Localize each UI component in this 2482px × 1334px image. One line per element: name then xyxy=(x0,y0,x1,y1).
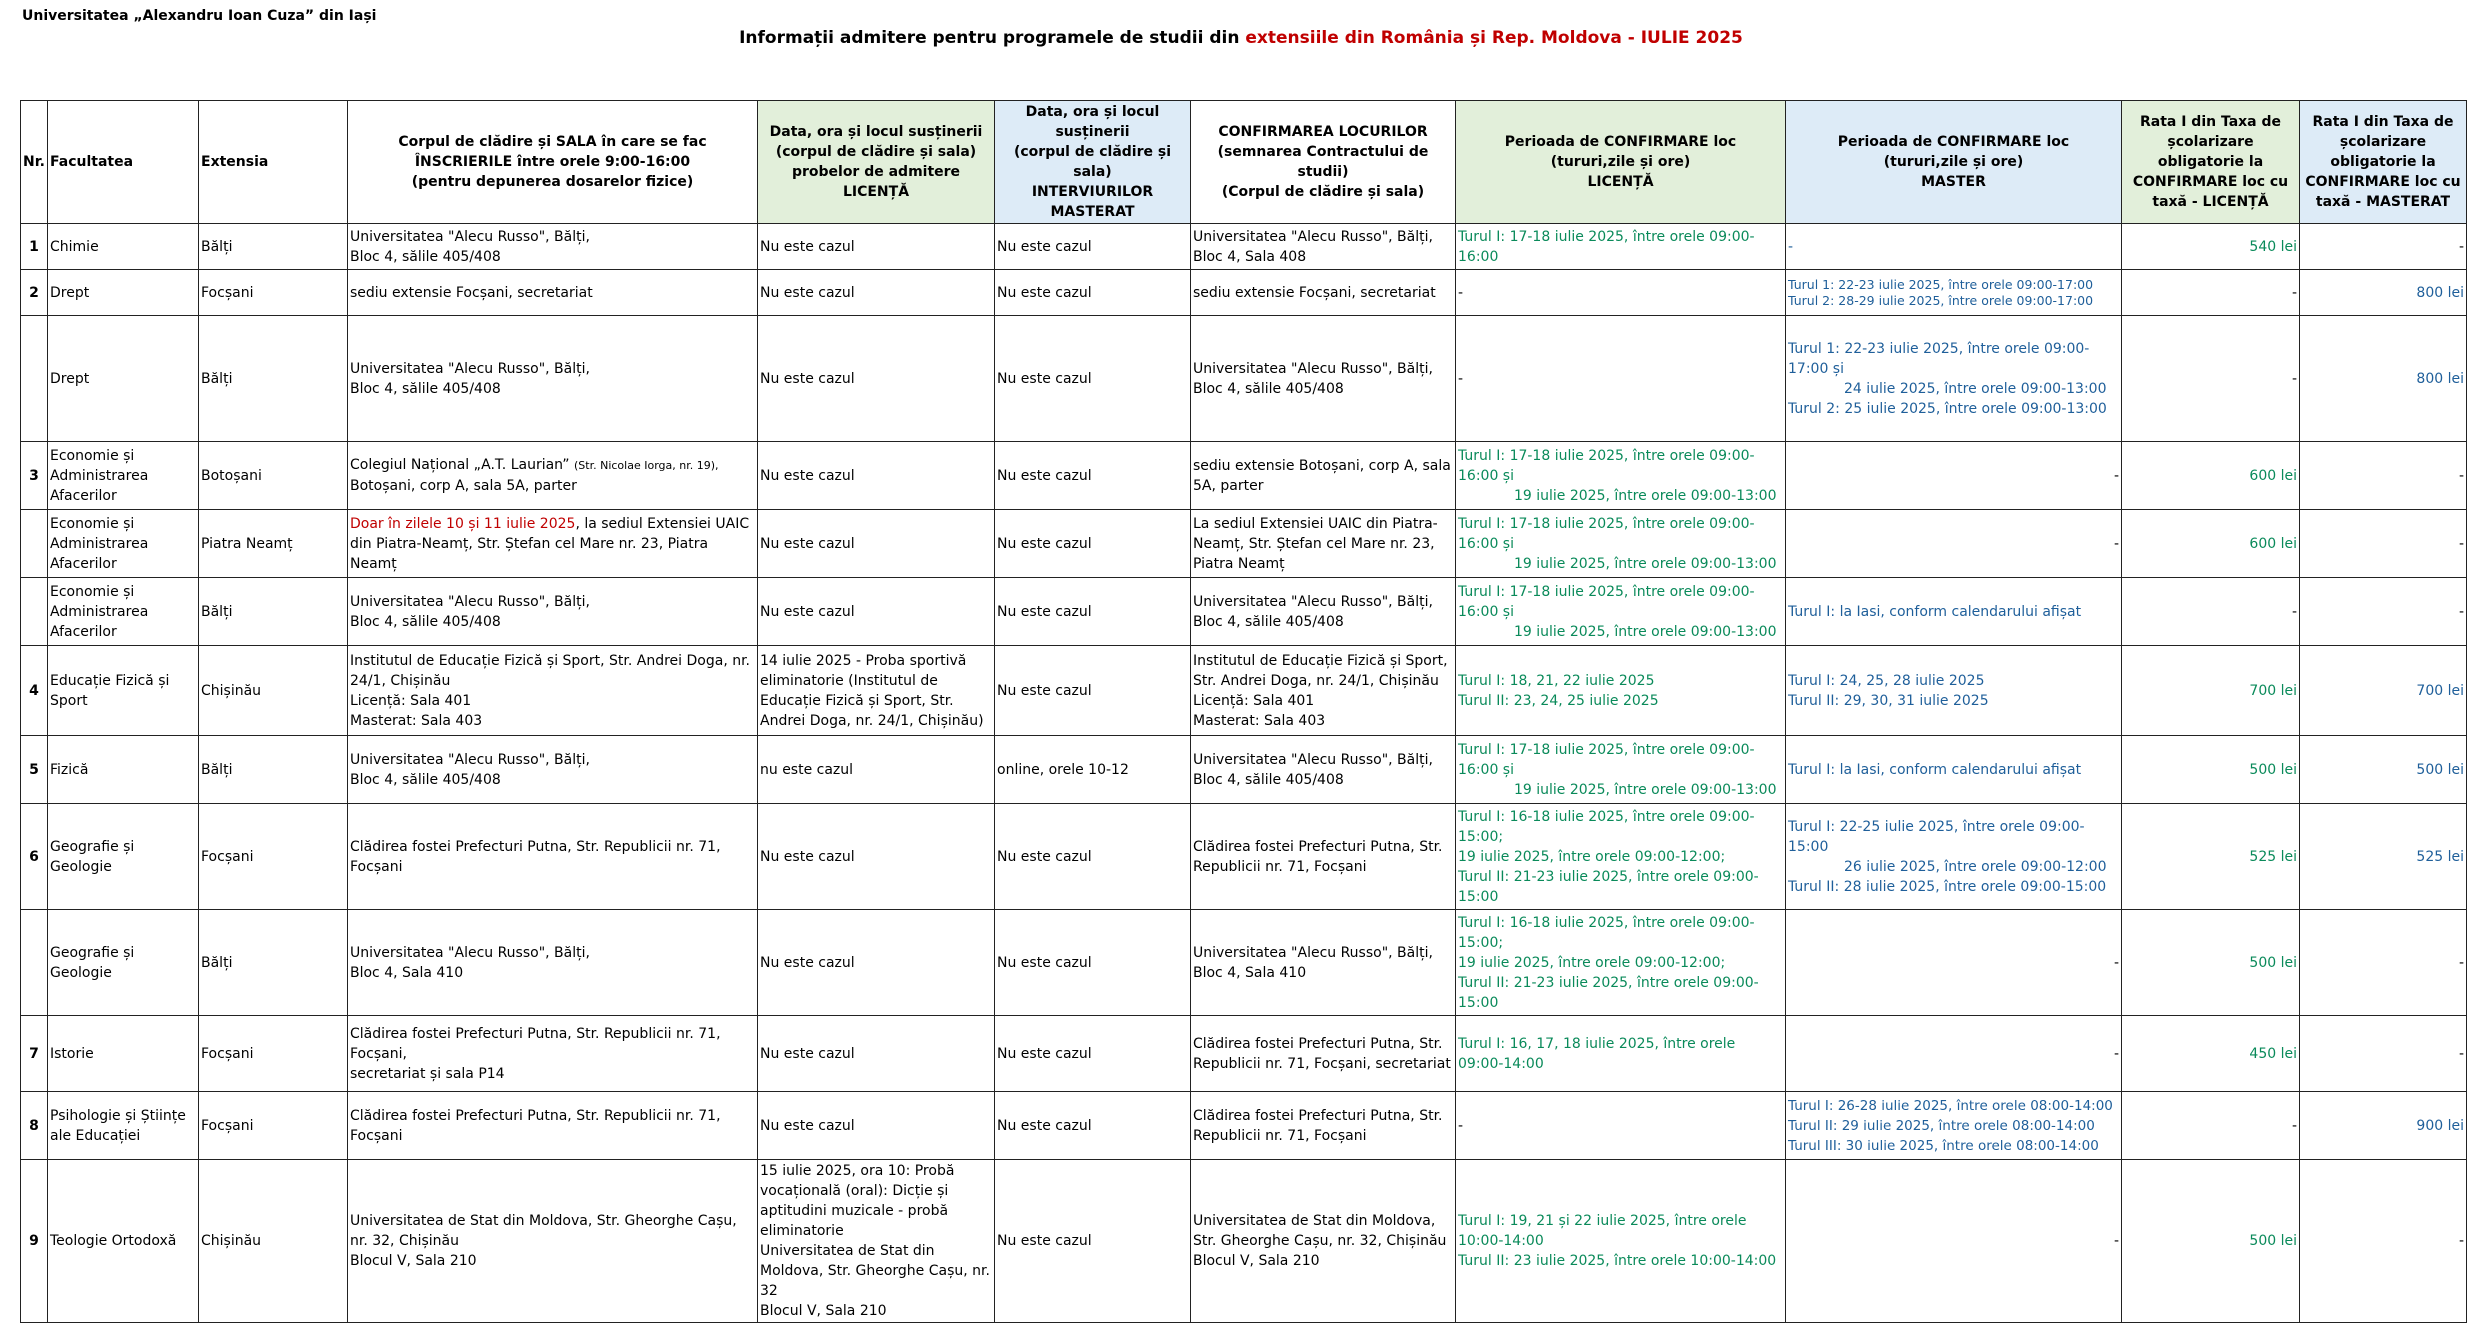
table-row xyxy=(21,510,2467,578)
cell-perioada-licenta: Turul I: 16, 17, 18 iulie 2025, între orele 09:00-14:00 xyxy=(1456,1016,1786,1092)
cell-nr xyxy=(21,578,48,646)
text-line: Turul III: 30 iulie 2025, între orele 08:00-14:00 xyxy=(1788,1137,2099,1154)
text-line: Turul I: 24, 25, 28 iulie 2025 xyxy=(1788,672,1985,689)
text-line: Turul 1: 22-23 iulie 2025, între orele 09:00-17:00 xyxy=(1788,276,2094,292)
text-line: Institutul de Educație Fizică și Sport, Str. Andrei Doga, nr. 24/1, Chișinău xyxy=(1193,652,1448,689)
cell-data-licenta: nu este cazul xyxy=(758,736,995,804)
cell-perioada-licenta xyxy=(1456,442,1786,510)
text-line: 19 iulie 2025, între orele 09:00-13:00 xyxy=(1514,623,1777,640)
cell-data-licenta: Nu este cazul xyxy=(758,270,995,316)
text-line: Turul I: 19, 21 și 22 iulie 2025, între orele 10:00-14:00 xyxy=(1458,1213,1747,1249)
text-line: Universitatea "Alecu Russo", Bălți, xyxy=(350,360,590,377)
col-data-masterat-l2: (corpul de clădire și sala) xyxy=(1013,144,1172,180)
text-line: Turul II: 23 iulie 2025, între orele 10:00-14:00 xyxy=(1458,1253,1777,1269)
cell-data-masterat: Nu este cazul xyxy=(995,910,1191,1016)
cell-rata-licenta: - xyxy=(2122,1092,2300,1160)
cell-facultatea: Geografie și Geologie xyxy=(48,804,199,910)
cell-rata-licenta: 525 lei xyxy=(2122,804,2300,910)
cell-rata-licenta: 600 lei xyxy=(2122,442,2300,510)
cell-nr: 3 xyxy=(21,442,48,510)
table-row xyxy=(21,224,2467,270)
cell-extensia: Focșani xyxy=(199,1092,348,1160)
text-line: Turul I: 22-25 iulie 2025, între orele 09:00-15:00 xyxy=(1788,818,2085,855)
col-perioada-master xyxy=(1786,101,2122,224)
cell-extensia: Chișinău xyxy=(199,646,348,736)
text-line: Turul I: 17-18 iulie 2025, între orele 09:00-16:00 și xyxy=(1458,515,1755,552)
cell-extensia: Bălți xyxy=(199,910,348,1016)
cell-confirmare: sediu extensie Focșani, secretariat xyxy=(1191,270,1456,316)
cell-rata-licenta: 540 lei xyxy=(2122,224,2300,270)
text-line: Universitatea "Alecu Russo", Bălți, xyxy=(1193,360,1433,377)
text-line: Turul I: 26-28 iulie 2025, între orele 08:00-14:00 xyxy=(1788,1097,2113,1114)
cell-extensia: Focșani xyxy=(199,270,348,316)
text-line: Turul I: 18, 21, 22 iulie 2025 xyxy=(1458,672,1655,689)
cell-rata-masterat: 700 lei xyxy=(2300,646,2467,736)
text-line: Universitatea de Stat din Moldova, Str. Gheorghe Cașu, nr. 32, Chișinău xyxy=(350,1213,737,1249)
col-perioada-licenta-l1: Perioada de CONFIRMARE loc xyxy=(1504,134,1737,150)
cell-confirmare: Clădirea fostei Prefecturi Putna, Str. Republicii nr. 71, Focșani xyxy=(1191,1092,1456,1160)
table-row xyxy=(21,1160,2467,1323)
cell-rata-masterat: 800 lei xyxy=(2300,316,2467,442)
cell-perioada-master: - xyxy=(1786,442,2122,510)
col-data-licenta xyxy=(758,101,995,224)
cell-nr: 8 xyxy=(21,1092,48,1160)
cell-rata-licenta: 500 lei xyxy=(2122,910,2300,1016)
cell-data-licenta: Nu este cazul xyxy=(758,224,995,270)
cell-rata-masterat: - xyxy=(2300,1160,2467,1323)
cell-confirmare: Clădirea fostei Prefecturi Putna, Str. Republicii nr. 71, Focșani xyxy=(1191,804,1456,910)
col-data-licenta-l3: probelor de admitere LICENȚĂ xyxy=(791,164,961,200)
cell-data-licenta: Nu este cazul xyxy=(758,316,995,442)
cell-confirmare xyxy=(1191,646,1456,736)
cell-extensia: Bălți xyxy=(199,224,348,270)
cell-facultatea: Economie și Administrarea Afacerilor xyxy=(48,442,199,510)
cell-perioada-licenta xyxy=(1456,804,1786,910)
text-line: Universitatea "Alecu Russo", Bălți, xyxy=(1193,751,1433,768)
cell-confirmare: Clădirea fostei Prefecturi Putna, Str. Republicii nr. 71, Focșani, secretariat xyxy=(1191,1016,1456,1092)
cell-perioada-master xyxy=(1786,646,2122,736)
text-line: Bloc 4, sălile 405/408 xyxy=(1193,380,1344,397)
cell-extensia: Bălți xyxy=(199,316,348,442)
cell-rata-masterat: - xyxy=(2300,510,2467,578)
cell-extensia: Focșani xyxy=(199,1016,348,1092)
cell-data-masterat: Nu este cazul xyxy=(995,442,1191,510)
cell-confirmare xyxy=(1191,578,1456,646)
text-line: Bloc 4, sălile 405/408 xyxy=(350,248,501,265)
cell-corp xyxy=(348,442,758,510)
col-perioada-master-l2: (tururi,zile și ore) xyxy=(1883,154,2024,170)
text-line: Bloc 4, sălile 405/408 xyxy=(1193,771,1344,788)
text-line: Universitatea "Alecu Russo", Bălți, xyxy=(1193,944,1433,961)
cell-rata-licenta: 500 lei xyxy=(2122,736,2300,804)
cell-perioada-licenta: - xyxy=(1456,316,1786,442)
text-line: Masterat: Sala 403 xyxy=(350,712,483,729)
cell-nr xyxy=(21,510,48,578)
table-row xyxy=(21,270,2467,316)
cell-perioada-licenta: Turul I: 17-18 iulie 2025, între orele 09:00-16:00 xyxy=(1456,224,1786,270)
cell-data-licenta: Nu este cazul xyxy=(758,1092,995,1160)
text-line: Turul 1: 22-23 iulie 2025, între orele 09:00-17:00 și xyxy=(1788,340,2090,377)
text-line: Universitatea "Alecu Russo", Bălți, xyxy=(1193,593,1433,610)
col-data-licenta-l1: Data, ora și locul susținerii xyxy=(769,124,983,140)
cell-perioada-licenta xyxy=(1456,646,1786,736)
cell-data-masterat: Nu este cazul xyxy=(995,578,1191,646)
col-nr: Nr. xyxy=(21,101,48,224)
text-line: Turul 2: 25 iulie 2025, între orele 09:00-13:00 xyxy=(1788,400,2107,417)
text-line: Turul 2: 28-29 iulie 2025, între orele 09:00-17:00 xyxy=(1788,292,2094,308)
text-line: Licență: Sala 401 xyxy=(1193,692,1315,709)
cell-perioada-licenta: - xyxy=(1456,270,1786,316)
cell-perioada-master xyxy=(1786,804,2122,910)
text-line: , la sediul Extensiei UAIC din Piatra-Neamț, Str. Ștefan cel Mare nr. 23, Piatra Neamț xyxy=(350,515,750,572)
text-line: Turul I: 17-18 iulie 2025, între orele 09:00-16:00 și xyxy=(1458,741,1755,778)
cell-facultatea: Economie și Administrarea Afacerilor xyxy=(48,578,199,646)
text-line: Turul II: 21-23 iulie 2025, între orele 09:00-15:00 xyxy=(1458,868,1759,905)
header-row xyxy=(21,101,2467,224)
cell-data-masterat: Nu este cazul xyxy=(995,510,1191,578)
cell-corp: Clădirea fostei Prefecturi Putna, Str. Republicii nr. 71, Focșani xyxy=(348,1092,758,1160)
cell-data-masterat: Nu este cazul xyxy=(995,224,1191,270)
cell-data-licenta: Nu este cazul xyxy=(758,510,995,578)
text-line: secretariat și sala P14 xyxy=(350,1065,505,1082)
cell-perioada-master xyxy=(1786,316,2122,442)
text-line: 24 iulie 2025, între orele 09:00-13:00 xyxy=(1844,380,2107,397)
text-line: 19 iulie 2025, între orele 09:00-12:00; xyxy=(1458,848,1726,865)
col-corp-l1: Corpul de clădire și SALA în care se fac ÎNSCRIERILE între orele 9:00-16:00 xyxy=(398,134,707,170)
col-perioada-master-l1: Perioada de CONFIRMARE loc xyxy=(1837,134,2070,150)
cell-perioada-master xyxy=(1786,270,2122,316)
table-row xyxy=(21,910,2467,1016)
text-line: Institutul de Educație Fizică și Sport, Str. Andrei Doga, nr. 24/1, Chișinău xyxy=(350,652,751,689)
text-line: Turul II: 23, 24, 25 iulie 2025 xyxy=(1458,692,1659,709)
col-data-licenta-l2: (corpul de clădire și sala) xyxy=(775,144,977,160)
cell-nr: 4 xyxy=(21,646,48,736)
cell-nr: 5 xyxy=(21,736,48,804)
text-line: 19 iulie 2025, între orele 09:00-13:00 xyxy=(1514,487,1777,504)
cell-corp xyxy=(348,1160,758,1323)
table-row xyxy=(21,316,2467,442)
university-name: Universitatea „Alexandru Ioan Cuza” din Iași xyxy=(22,8,377,24)
cell-data-masterat: Nu este cazul xyxy=(995,316,1191,442)
cell-extensia: Focșani xyxy=(199,804,348,910)
cell-nr: 9 xyxy=(21,1160,48,1323)
cell-data-masterat: online, orele 10-12 xyxy=(995,736,1191,804)
text-line: Turul II: 29 iulie 2025, între orele 08:00-14:00 xyxy=(1788,1117,2095,1134)
cell-corp xyxy=(348,1016,758,1092)
text-line: Universitatea "Alecu Russo", Bălți, xyxy=(350,944,590,961)
col-confirmare xyxy=(1191,101,1456,224)
col-data-masterat-l3: INTERVIURILOR MASTERAT xyxy=(1031,184,1154,220)
col-corp xyxy=(348,101,758,224)
cell-rata-licenta: - xyxy=(2122,578,2300,646)
cell-facultatea: Drept xyxy=(48,270,199,316)
text-line: Masterat: Sala 403 xyxy=(1193,712,1326,729)
cell-facultatea: Chimie xyxy=(48,224,199,270)
page-title xyxy=(0,28,2482,48)
cell-confirmare xyxy=(1191,736,1456,804)
col-extensia: Extensia xyxy=(199,101,348,224)
cell-rata-masterat: 525 lei xyxy=(2300,804,2467,910)
cell-facultatea: Geografie și Geologie xyxy=(48,910,199,1016)
cell-perioada-master: - xyxy=(1786,510,2122,578)
cell-data-masterat: Nu este cazul xyxy=(995,270,1191,316)
cell-facultatea: Psihologie și Științe ale Educației xyxy=(48,1092,199,1160)
text-line: Turul II: 21-23 iulie 2025, între orele 09:00-15:00 xyxy=(1458,974,1759,1011)
cell-rata-masterat: - xyxy=(2300,1016,2467,1092)
cell-data-licenta: Nu este cazul xyxy=(758,1016,995,1092)
cell-facultatea: Istorie xyxy=(48,1016,199,1092)
cell-perioada-licenta xyxy=(1456,510,1786,578)
cell-perioada-master: - xyxy=(1786,224,2122,270)
cell-nr: 1 xyxy=(21,224,48,270)
text-line: Turul I: 17-18 iulie 2025, între orele 09:00-16:00 și xyxy=(1458,447,1755,484)
table-row xyxy=(21,804,2467,910)
cell-data-masterat: Nu este cazul xyxy=(995,804,1191,910)
cell-confirmare: La sediul Extensiei UAIC din Piatra-Neamț, Str. Ștefan cel Mare nr. 23, Piatra Neamț xyxy=(1191,510,1456,578)
text-line: Blocul V, Sala 210 xyxy=(1193,1253,1320,1269)
cell-rata-licenta: - xyxy=(2122,316,2300,442)
cell-confirmare xyxy=(1191,316,1456,442)
cell-confirmare: sediu extensie Botoșani, corp A, sala 5A, parter xyxy=(1191,442,1456,510)
text-address: (Str. Nicolae Iorga, nr. 19), xyxy=(574,459,719,472)
text-line: Universitatea de Stat din Moldova, Str. Gheorghe Cașu, nr. 32, Chișinău xyxy=(1193,1213,1447,1249)
cell-extensia: Chișinău xyxy=(199,1160,348,1323)
col-data-masterat-l1: Data, ora și locul susținerii xyxy=(1025,104,1160,140)
text-line: Universitatea "Alecu Russo", Bălți, xyxy=(1193,228,1433,245)
cell-perioada-master: - xyxy=(1786,910,2122,1016)
cell-perioada-licenta xyxy=(1456,910,1786,1016)
text-line: 19 iulie 2025, între orele 09:00-12:00; xyxy=(1458,954,1726,971)
cell-confirmare xyxy=(1191,910,1456,1016)
text-line: Licență: Sala 401 xyxy=(350,692,472,709)
text-line: Bloc 4, sălile 405/408 xyxy=(350,771,501,788)
text-line: Blocul V, Sala 210 xyxy=(760,1303,887,1319)
cell-nr: 6 xyxy=(21,804,48,910)
cell-extensia: Bălți xyxy=(199,578,348,646)
cell-corp xyxy=(348,736,758,804)
cell-facultatea: Teologie Ortodoxă xyxy=(48,1160,199,1323)
text-line: Universitatea "Alecu Russo", Bălți, xyxy=(350,593,590,610)
cell-rata-masterat: - xyxy=(2300,910,2467,1016)
cell-facultatea: Drept xyxy=(48,316,199,442)
cell-rata-licenta: - xyxy=(2122,270,2300,316)
text-line: Universitatea "Alecu Russo", Bălți, xyxy=(350,751,590,768)
cell-perioada-licenta xyxy=(1456,1160,1786,1323)
cell-rata-masterat: - xyxy=(2300,442,2467,510)
cell-perioada-licenta: - xyxy=(1456,1092,1786,1160)
cell-corp xyxy=(348,578,758,646)
table-row xyxy=(21,442,2467,510)
cell-nr xyxy=(21,316,48,442)
text-line: Universitatea de Stat din Moldova, Str. Gheorghe Cașu, nr. 32 xyxy=(760,1243,990,1299)
col-perioada-licenta-l2: (tururi,zile și ore) xyxy=(1550,154,1691,170)
text-line: Colegiul Național „A.T. Laurian” xyxy=(350,457,574,473)
cell-corp xyxy=(348,316,758,442)
col-rata-masterat: Rata I din Taxa de școlarizare obligatorie la CONFIRMARE loc cu taxă - MASTERAT xyxy=(2300,101,2467,224)
cell-data-masterat: Nu este cazul xyxy=(995,1016,1191,1092)
cell-rata-masterat: 800 lei xyxy=(2300,270,2467,316)
text-line: Bloc 4, sălile 405/408 xyxy=(1193,613,1344,630)
text-line: Botoșani, corp A, sala 5A, parter xyxy=(350,478,577,494)
cell-corp xyxy=(348,510,758,578)
cell-data-licenta: Nu este cazul xyxy=(758,910,995,1016)
cell-extensia: Piatra Neamț xyxy=(199,510,348,578)
text-line: Bloc 4, Sala 408 xyxy=(1193,248,1307,265)
cell-perioada-master: Turul I: la Iasi, conform calendarului afișat xyxy=(1786,578,2122,646)
col-confirmare-l3: (Corpul de clădire și sala) xyxy=(1221,184,1425,200)
text-line: Bloc 4, sălile 405/408 xyxy=(350,380,501,397)
cell-rata-masterat: 900 lei xyxy=(2300,1092,2467,1160)
cell-confirmare xyxy=(1191,1160,1456,1323)
text-line: Blocul V, Sala 210 xyxy=(350,1253,477,1269)
text-line: 26 iulie 2025, între orele 09:00-12:00 xyxy=(1844,858,2107,875)
col-perioada-licenta xyxy=(1456,101,1786,224)
text-line: Universitatea "Alecu Russo", Bălți, xyxy=(350,228,590,245)
col-perioada-licenta-l3: LICENȚĂ xyxy=(1587,174,1654,190)
cell-confirmare xyxy=(1191,224,1456,270)
cell-data-licenta xyxy=(758,1160,995,1323)
cell-nr: 7 xyxy=(21,1016,48,1092)
cell-perioada-master: - xyxy=(1786,1016,2122,1092)
cell-rata-licenta: 450 lei xyxy=(2122,1016,2300,1092)
cell-data-licenta: 14 iulie 2025 - Proba sportivă eliminatorie (Institutul de Educație Fizică și Sport, Str. Andrei Doga, nr. 24/1, Chișinău) xyxy=(758,646,995,736)
cell-data-masterat: Nu este cazul xyxy=(995,646,1191,736)
col-facultatea: Facultatea xyxy=(48,101,199,224)
col-confirmare-l1: CONFIRMAREA LOCURILOR xyxy=(1218,124,1428,140)
cell-perioada-master: - xyxy=(1786,1160,2122,1323)
cell-perioada-master xyxy=(1786,1092,2122,1160)
col-rata-licenta: Rata I din Taxa de școlarizare obligatorie la CONFIRMARE loc cu taxă - LICENȚĂ xyxy=(2122,101,2300,224)
cell-facultatea: Educație Fizică și Sport xyxy=(48,646,199,736)
table-row xyxy=(21,1092,2467,1160)
text-line: Bloc 4, Sala 410 xyxy=(1193,964,1307,981)
table-row xyxy=(21,646,2467,736)
cell-data-masterat: Nu este cazul xyxy=(995,1160,1191,1323)
text-line: Turul I: 16-18 iulie 2025, între orele 09:00-15:00; xyxy=(1458,808,1755,845)
col-perioada-master-l3: MASTER xyxy=(1921,174,1986,190)
cell-perioada-master: Turul I: la Iasi, conform calendarului afișat xyxy=(1786,736,2122,804)
cell-rata-licenta: 700 lei xyxy=(2122,646,2300,736)
cell-extensia: Botoșani xyxy=(199,442,348,510)
cell-nr xyxy=(21,910,48,1016)
cell-corp xyxy=(348,646,758,736)
text-line: 15 iulie 2025, ora 10: Probă vocațională (oral): Dicție și aptitudini muzicale - probă eliminatorie xyxy=(760,1163,955,1239)
table-row xyxy=(21,1016,2467,1092)
text-highlight: Doar în zilele 10 și 11 iulie 2025 xyxy=(350,515,576,532)
col-corp-l2: (pentru depunerea dosarelor fizice) xyxy=(411,174,694,190)
cell-rata-masterat: - xyxy=(2300,578,2467,646)
text-line: 19 iulie 2025, între orele 09:00-13:00 xyxy=(1514,781,1777,798)
table-row xyxy=(21,578,2467,646)
cell-rata-masterat: 500 lei xyxy=(2300,736,2467,804)
text-line: Turul II: 28 iulie 2025, între orele 09:00-15:00 xyxy=(1788,878,2107,895)
title-main: Informații admitere pentru programele de studii din xyxy=(739,28,1246,48)
admission-table xyxy=(20,100,2467,1323)
cell-perioada-licenta xyxy=(1456,578,1786,646)
text-line: Bloc 4, Sala 410 xyxy=(350,964,464,981)
title-highlight: extensiile din România și Rep. Moldova - IULIE 2025 xyxy=(1245,28,1743,48)
text-line: Turul II: 29, 30, 31 iulie 2025 xyxy=(1788,692,1989,709)
cell-data-licenta: Nu este cazul xyxy=(758,442,995,510)
cell-rata-licenta: 500 lei xyxy=(2122,1160,2300,1323)
col-data-masterat xyxy=(995,101,1191,224)
text-line: Turul I: 17-18 iulie 2025, între orele 09:00-16:00 și xyxy=(1458,583,1755,620)
cell-data-masterat: Nu este cazul xyxy=(995,1092,1191,1160)
cell-corp: Clădirea fostei Prefecturi Putna, Str. Republicii nr. 71, Focșani xyxy=(348,804,758,910)
cell-corp xyxy=(348,910,758,1016)
cell-rata-masterat: - xyxy=(2300,224,2467,270)
cell-perioada-licenta xyxy=(1456,736,1786,804)
cell-nr: 2 xyxy=(21,270,48,316)
text-line: Clădirea fostei Prefecturi Putna, Str. Republicii nr. 71, Focșani, xyxy=(350,1025,721,1062)
cell-facultatea: Fizică xyxy=(48,736,199,804)
cell-data-licenta: Nu este cazul xyxy=(758,804,995,910)
cell-extensia: Bălți xyxy=(199,736,348,804)
cell-corp: sediu extensie Focșani, secretariat xyxy=(348,270,758,316)
table-row xyxy=(21,736,2467,804)
text-line: 19 iulie 2025, între orele 09:00-13:00 xyxy=(1514,555,1777,572)
text-line: Turul I: 16-18 iulie 2025, între orele 09:00-15:00; xyxy=(1458,914,1755,951)
cell-data-licenta: Nu este cazul xyxy=(758,578,995,646)
cell-corp xyxy=(348,224,758,270)
col-confirmare-l2: (semnarea Contractului de studii) xyxy=(1217,144,1429,180)
text-line: Bloc 4, sălile 405/408 xyxy=(350,613,501,630)
cell-rata-licenta: 600 lei xyxy=(2122,510,2300,578)
cell-facultatea: Economie și Administrarea Afacerilor xyxy=(48,510,199,578)
